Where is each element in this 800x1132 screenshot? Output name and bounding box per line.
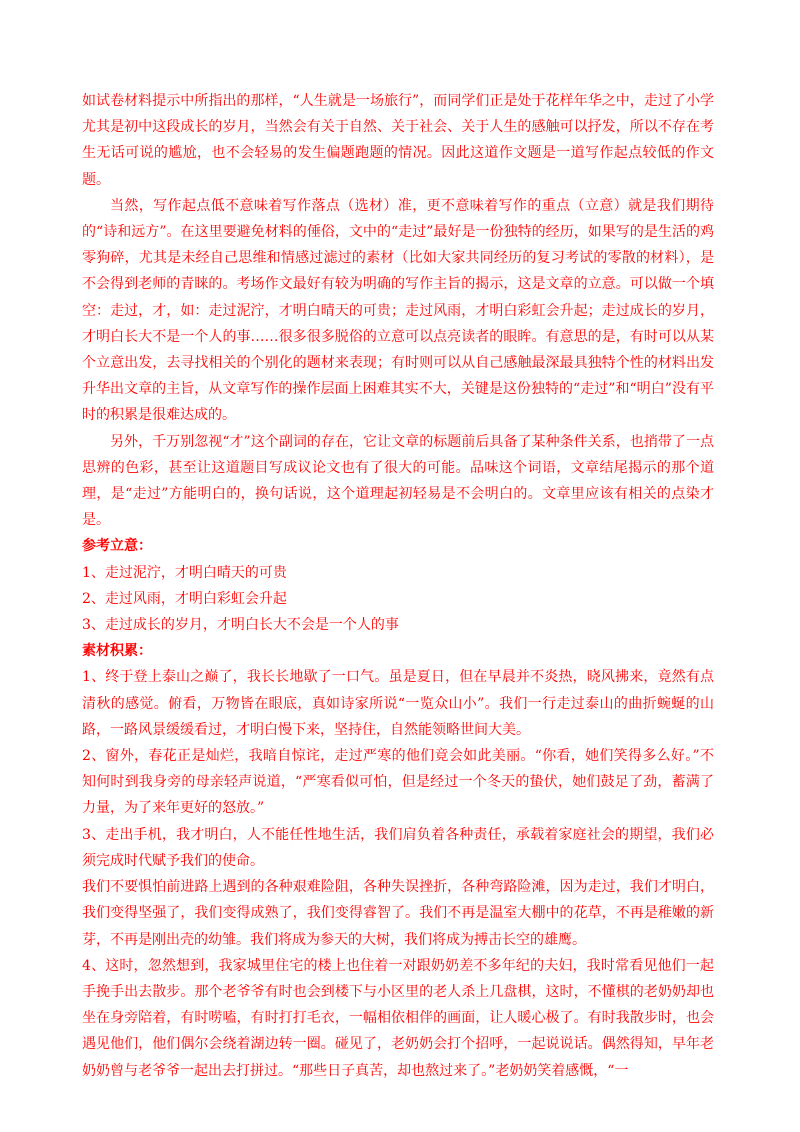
materials-heading: 素材积累： [82,643,152,660]
ideas-heading: 参考立意： [82,538,152,555]
material-item-2: 2、窗外，春花正是灿烂，我暗自惊诧，走过严寒的他们竟会如此美丽。“你看，她们笑得多么好。”不知何时到我身旁的母亲轻声说道，“严寒看似可怕，但是经过一个冬天的蛰伏，她们鼓足了劲，蓄满了力量，为了来年更好的怒放。” [82,748,714,817]
document-page [82,88,714,1084]
intro-paragraph-3: 另外，千万别忽视“才”这个副词的存在，它让文章的标题前后具备了某种条件关系，也捎带了一点思辨的色彩，甚至让这道题目写成议论文也有了很大的可能。品味这个词语，文章结尾揭示的那个道理，是“走过”方能明白的，换句话说，这个道理起初轻易是不会明白的。文章里应该有相关的点染才是。 [82,433,714,529]
material-item-3-continued: 我们不要惧怕前进路上遇到的各种艰难险阻，各种失误挫折，各种弯路险滩，因为走过，我们才明白，我们变得坚强了，我们变得成熟了，我们变得睿智了。我们不再是温室大棚中的花草，不再是稚嫩的新芽，不再是刚出壳的幼雏。我们将成为参天的大树，我们将成为搏击长空的雄鹰。 [82,879,714,948]
intro-paragraph-2: 当然，写作起点低不意味着写作落点（选材）准，更不意味着写作的重点（立意）就是我们期待的“诗和远方”。在这里要避免材料的倕俗，文中的“走过”最好是一份独特的经历，如果写的是生活的鸡零狗碎，尤其是未经自己思维和情感过滤过的素材（比如大家共同经历的复习考试的零散的材料），是不会得到老师的青睐的。考场作文最好有较为明确的写作主旨的揭示，这是文章的立意。可以做一个填空：走过，才，如：走过泥泞，才明白晴天的可贵；走过风雨，才明白彩虹会升起；走过成长的岁月，才明白长大不是一个人的事……很多很多脱俗的立意可以点亮读者的眼眸。有意思的是，有时可以从某个立意出发，去寻找相关的个别化的题材来表现；有时则可以从自己感触最深最具独特个性的材料出发升华出文章的主旨，从文章写作的操作层面上困难其实不大，关键是这份独特的“走过”和“明白”没有平时的积累是很难达成的。 [82,197,714,424]
intro-paragraph-1: 如试卷材料提示中所指出的那样，“人生就是一场旅行”，而同学们正是处于花样年华之中，走过了小学尤其是初中这段成长的岁月，当然会有关于自然、关于社会、关于人生的感触可以抒发，所以不存在考生无话可说的尴尬，也不会轻易的发生偏题跑题的情况。因此这道作文题是一道写作起点较低的作文题。 [82,93,714,188]
idea-item-3: 3、走过成长的岁月，才明白长大不会是一个人的事 [82,617,399,634]
material-item-1: 1、终于登上泰山之巅了，我长长地歇了一口气。虽是夏日，但在早晨并不炎热，晓风拂来，竟然有点清秋的感觉。俯看，万物皆在眼底，真如诗家所说“一览众山小”。我们一行走过泰山的曲折蜿蜒的山路，一路风景缓缓看过，才明白慢下来，坚持住，自然能领略世间大美。 [82,669,714,738]
idea-item-1: 1、走过泥泞，才明白晴天的可贵 [82,564,287,581]
material-item-3: 3、走出手机，我才明白，人不能任性地生活，我们肩负着各种责任，承载着家庭社会的期望，我们必须完成时代赋予我们的使命。 [82,826,714,869]
idea-item-2: 2、走过风雨，才明白彩虹会升起 [82,590,287,607]
material-item-4: 4、这时，忽然想到，我家城里住宅的楼上也住着一对跟奶奶差不多年纪的夫妇，我时常看见他们一起手挽手出去散步。那个老爷爷有时也会到楼下与小区里的老人杀上几盘棋，这时，不懂棋的老奶奶却也坐在身旁陪着，有时唠嗑，有时打打毛衣，一幅相依相伴的画面，让人暖心极了。有时我散步时，也会遇见他们，他们偶尔会绕着湖边转一圈。碰见了，老奶奶会打个招呼，一起说说话。偶然得知，早年老奶奶曾与老爷爷一起出去打拼过。“那些日子真苦，却也熬过来了。”老奶奶笑着感慨，“一 [82,957,714,1079]
